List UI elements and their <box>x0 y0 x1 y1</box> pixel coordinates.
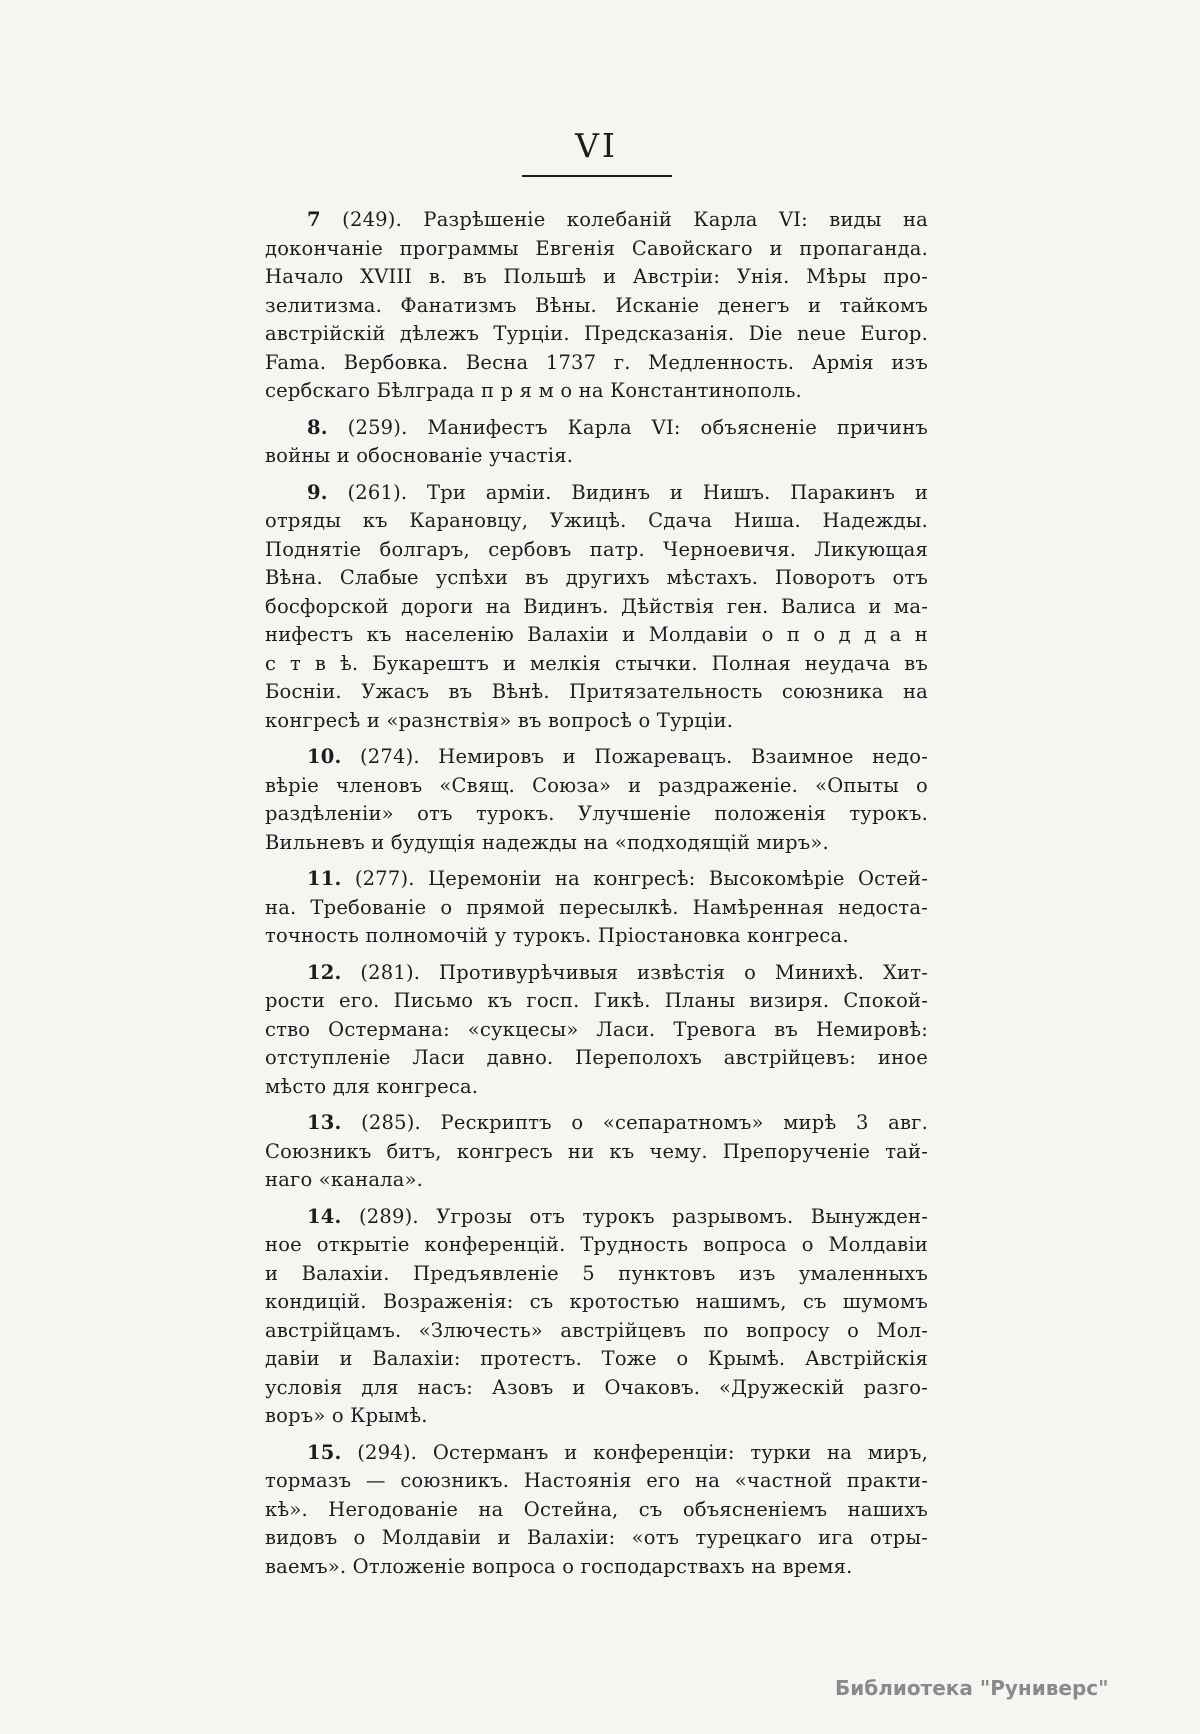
toc-line <box>265 479 928 508</box>
entry-number: 10. <box>307 745 342 768</box>
entry-page-ref: (277). <box>354 867 415 890</box>
library-watermark: Библиотека "Руниверс" <box>835 1676 1109 1700</box>
toc-line: на. Требованіе о прямой пересылкѣ. Намѣренная недоста- <box>265 895 928 919</box>
entry-number: 14. <box>307 1204 342 1228</box>
toc-line: ство Остермана: «сукцесы» Ласи. Тревога въ Немировѣ: <box>265 1017 928 1041</box>
entry-first-line-text: Три арміи. Видинъ и Нишъ. Паракинъ и <box>426 480 929 504</box>
toc-line: Вильневъ и будущія надежды на «подходящій миръ». <box>265 830 829 854</box>
entry-first-line-text: Угрозы отъ турокъ разрывомъ. Вынужден- <box>436 1204 928 1228</box>
toc-line: кѣ». Негодованіе на Остейна, съ объясненіемъ нашихъ <box>265 1497 928 1521</box>
toc-line: видовъ о Молдавіи и Валахіи: «отъ турецкаго ига отры- <box>265 1526 928 1549</box>
page-number-roman: VI <box>575 126 618 165</box>
toc-entry <box>265 414 928 471</box>
entry-page-ref: (289). <box>358 1204 419 1228</box>
toc-line: Начало XVIII в. въ Польшѣ и Австріи: Унія. Мѣры про- <box>265 265 928 288</box>
toc-entry <box>265 479 928 736</box>
entry-page-ref: (294). <box>357 1440 418 1464</box>
entry-first-line-text: Противурѣчивыя извѣстія о Минихѣ. Хит- <box>439 960 929 984</box>
toc-line <box>265 1439 928 1468</box>
toc-line: австрійскій дѣлежъ Турціи. Предсказанія. Die neue Europ. <box>265 322 928 345</box>
toc-entry <box>265 743 928 857</box>
entry-first-line-text: Манифестъ Карла VI: объясненіе причинъ <box>427 415 928 439</box>
entry-number: 9. <box>307 480 328 504</box>
entry-number: 7 <box>307 208 321 231</box>
toc-line: отступленіе Ласи давно. Переполохъ австрійцевъ: иное <box>265 1046 928 1069</box>
toc-line: босфорской дороги на Видинъ. Дѣйствія ген. Валиса и ма- <box>265 594 928 618</box>
toc-line: зелитизма. Фанатизмъ Вѣны. Исканіе денегъ и тайкомъ <box>265 293 928 317</box>
toc-line: воръ» о Крымѣ. <box>265 1404 428 1427</box>
entry-number: 11. <box>307 867 342 890</box>
toc-line <box>265 1109 928 1138</box>
entry-first-line-text: Церемоніи на конгресѣ: Высокомѣріе Остей- <box>428 867 928 890</box>
toc-line: точность полномочій у турокъ. Пріостановка конгреса. <box>265 924 849 947</box>
toc-entries <box>265 206 928 1581</box>
toc-line: Вѣна. Слабые успѣхи въ другихъ мѣстахъ. Поворотъ отъ <box>265 566 928 589</box>
toc-line <box>265 959 928 988</box>
toc-line: вѣріе членовъ «Свящ. Союза» и раздраженіе. «Опыты о <box>265 773 928 797</box>
toc-line: мѣсто для конгреса. <box>265 1074 479 1098</box>
toc-line: нифестъ къ населенію Валахіи и Молдавіи о п о д д а н <box>265 623 928 646</box>
toc-line: Поднятіе болгаръ, сербовъ патр. Черноевичя. Ликующая <box>265 537 928 561</box>
toc-entry <box>265 1203 928 1431</box>
entry-page-ref: (249). <box>342 208 402 231</box>
toc-entry <box>265 206 928 406</box>
toc-line: отряды къ Карановцу, Ужицѣ. Сдача Ниша. Надежды. <box>265 509 928 532</box>
toc-line: ное открытіе конференцій. Трудность вопроса о Молдавіи <box>265 1233 928 1256</box>
toc-line: докончаніе программы Евгенія Савойскаго и пропаганда. <box>265 236 928 260</box>
entry-first-line-text: Немировъ и Пожаревацъ. Взаимное недо- <box>438 745 928 768</box>
toc-line <box>265 206 928 235</box>
toc-line: наго «канала». <box>265 1168 424 1191</box>
entry-page-ref: (281). <box>360 960 421 984</box>
entry-number: 13. <box>307 1111 342 1134</box>
toc-line <box>265 865 928 894</box>
toc-line: ваемъ». Отложеніе вопроса о господарствахъ на время. <box>265 1554 853 1578</box>
toc-line: Fama. Вербовка. Весна 1737 г. Медленность. Армія изъ <box>265 350 928 374</box>
entry-number: 12. <box>307 960 342 984</box>
entry-page-ref: (261). <box>347 480 408 504</box>
entry-first-line-text: Разрѣшеніе колебаній Карла VI: виды на <box>423 208 928 231</box>
entry-first-line-text: Рескриптъ о «сепаратномъ» мирѣ 3 авг. <box>440 1111 928 1134</box>
page-header <box>265 128 928 177</box>
toc-line: тормазъ — союзникъ. Настоянія его на «частной практи- <box>265 1469 928 1492</box>
toc-line: кондицій. Возраженія: съ кротостью нашимъ, съ шумомъ <box>265 1290 928 1313</box>
toc-line <box>265 414 928 443</box>
toc-line: с т в ѣ. Букарештъ и мелкія стычки. Полная неудача въ <box>265 651 928 675</box>
toc-entry <box>265 959 928 1102</box>
entry-page-ref: (274). <box>359 745 420 768</box>
entry-first-line-text: Остерманъ и конференціи: турки на миръ, <box>432 1440 928 1464</box>
toc-line: рости его. Письмо къ госп. Гикѣ. Планы визиря. Спокой- <box>265 989 928 1012</box>
toc-line: раздѣленіи» отъ турокъ. Улучшеніе положенія турокъ. <box>265 802 928 825</box>
toc-line <box>265 743 928 772</box>
toc-line <box>265 1203 928 1232</box>
entry-page-ref: (285). <box>361 1111 421 1134</box>
toc-line: условія для насъ: Азовъ и Очаковъ. «Дружескій разго- <box>265 1375 928 1399</box>
toc-line: конгресѣ и «разнствія» въ вопросѣ о Турціи. <box>265 708 734 732</box>
header-rule <box>522 175 672 177</box>
toc-line: войны и обоснованіе участія. <box>265 444 574 467</box>
entry-page-ref: (259). <box>347 415 408 439</box>
entry-number: 15. <box>307 1440 342 1464</box>
toc-entry <box>265 865 928 951</box>
toc-line: сербскаго Бѣлграда п р я м о на Константинополь. <box>265 379 802 402</box>
toc-line: Союзникъ битъ, конгресъ ни къ чему. Препорученіе тай- <box>265 1139 928 1163</box>
toc-entry <box>265 1109 928 1195</box>
toc-line: давіи и Валахіи: протестъ. Тоже о Крымѣ. Австрійскія <box>265 1347 928 1370</box>
entry-number: 8. <box>307 415 328 439</box>
toc-entry <box>265 1439 928 1582</box>
toc-line: австрійцамъ. «Злючесть» австрійцевъ по вопросу о Мол- <box>265 1318 928 1342</box>
toc-line: Босніи. Ужасъ въ Вѣнѣ. Притязательность союзника на <box>265 680 928 703</box>
toc-line: и Валахіи. Предъявленіе 5 пунктовъ изъ умаленныхъ <box>265 1261 928 1285</box>
